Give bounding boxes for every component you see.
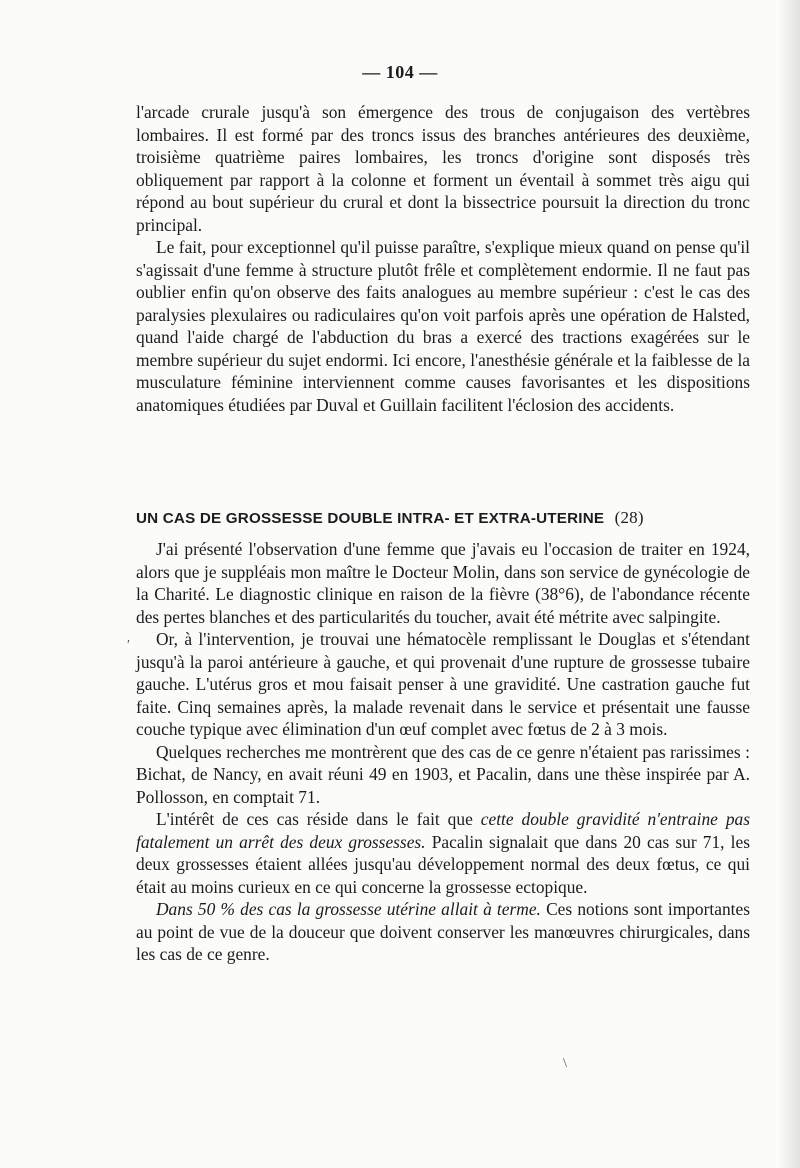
- margin-tick-mark: ′: [127, 638, 131, 653]
- page-number: — 104 —: [362, 62, 438, 82]
- section-paragraph-1: J'ai présenté l'observation d'une femme que j'avais eu l'occasion de traiter en 1924, alors que je suppléais mon maître le Docteur Molin, dans son service de gynécologie de la Charité. Le diagnostic clinique en raison de la fièvre (38°6), de l'abondance récente des pertes blanches et des particularités du toucher, avait été métrite avec salpingite.: [136, 539, 750, 627]
- paragraph-5-italic: Dans 50 % des cas la grossesse utérine allait à terme.: [156, 899, 541, 919]
- section-heading: [136, 508, 750, 528]
- paragraph-4-italic: cette double gravidité n'entraine pas fatalement un arrêt des deux grossesses.: [136, 809, 750, 852]
- section-paragraph-2: Or, à l'intervention, je trouvai une hématocèle remplissant le Douglas et s'étendant jusqu'à la paroi antérieure à gauche, et qui provenait d'une rupture de grossesse tubaire gauche. L'utérus gros et mou faisait penser à une gravidité. Une castration gauche fut faite. Cinq semaines après, la malade revenait dans le service et présentait une fausse couche typique avec élimination d'un œuf complet avec fœtus de 2 à 3 mois.: [136, 629, 750, 739]
- paragraph-4-start: L'intérêt de ces cas réside dans le fait que: [156, 809, 481, 829]
- intro-paragraph-1: l'arcade crurale jusqu'à son émergence des trous de conjugaison des vertèbres lombaires. Il est formé par des troncs issus des branches antérieures des deuxième, troisième quatrième paires lombaires, les troncs d'origine sont disposés très obliquement par rapport à la colonne et forment un éventail à sommet très aigu qui répond au bout supérieur du crural et dont la bissectrice poursuit la direction du tronc principal.: [136, 102, 750, 235]
- intro-text-block: [136, 101, 750, 416]
- section-text-block: [136, 538, 750, 966]
- page-edge-shadow: [778, 0, 800, 1168]
- section-heading-text: UN CAS DE GROSSESSE DOUBLE INTRA- ET EXTRA-UTERINE: [136, 510, 605, 527]
- section-reference-number: (28): [614, 508, 644, 527]
- paragraph-4-end: Pacalin signalait que dans 20 cas sur 71, les deux grossesses étaient allées jusqu'au développement normal des deux fœtus, ce qui était au moins curieux en ce qui concerne la grossesse ectopique.: [136, 831, 751, 897]
- intro-paragraph-2: Le fait, pour exceptionnel qu'il puisse paraître, s'explique mieux quand on pense qu'il s'agissait d'une femme à structure plutôt frêle et complètement endormie. Il ne faut pas oublier enfin qu'on observe des faits analogues au membre supérieur : c'est le cas des paralysies plexulaires ou radiculaires qu'on voit parfois après une opération de Halsted, quand l'aide chargé de l'abduction du bras a exercé des tractions exagérées sur le membre supérieur du sujet endormi. Ici encore, l'anesthésie générale et la faiblesse de la musculature féminine interviennent comme causes favorisantes et les dispositions anatomiques étudiées par Duval et Guillain facilitent l'éclosion des accidents.: [136, 237, 750, 415]
- section-paragraph-4: [136, 808, 750, 898]
- bottom-stray-mark: \: [563, 1056, 567, 1071]
- section-paragraph-3: Quelques recherches me montrèrent que des cas de ce genre n'étaient pas rarissimes : Bichat, de Nancy, en avait réuni 49 en 1903, et Pacalin, dans une thèse inspirée par A. Pollosson, en comptait 71.: [136, 741, 750, 807]
- paragraph-5-end: Ces notions sont importantes au point de vue de la douceur que doivent conserver les manœuvres chirurgicales, dans les cas de ce genre.: [136, 899, 750, 964]
- section-paragraph-5: [136, 898, 750, 966]
